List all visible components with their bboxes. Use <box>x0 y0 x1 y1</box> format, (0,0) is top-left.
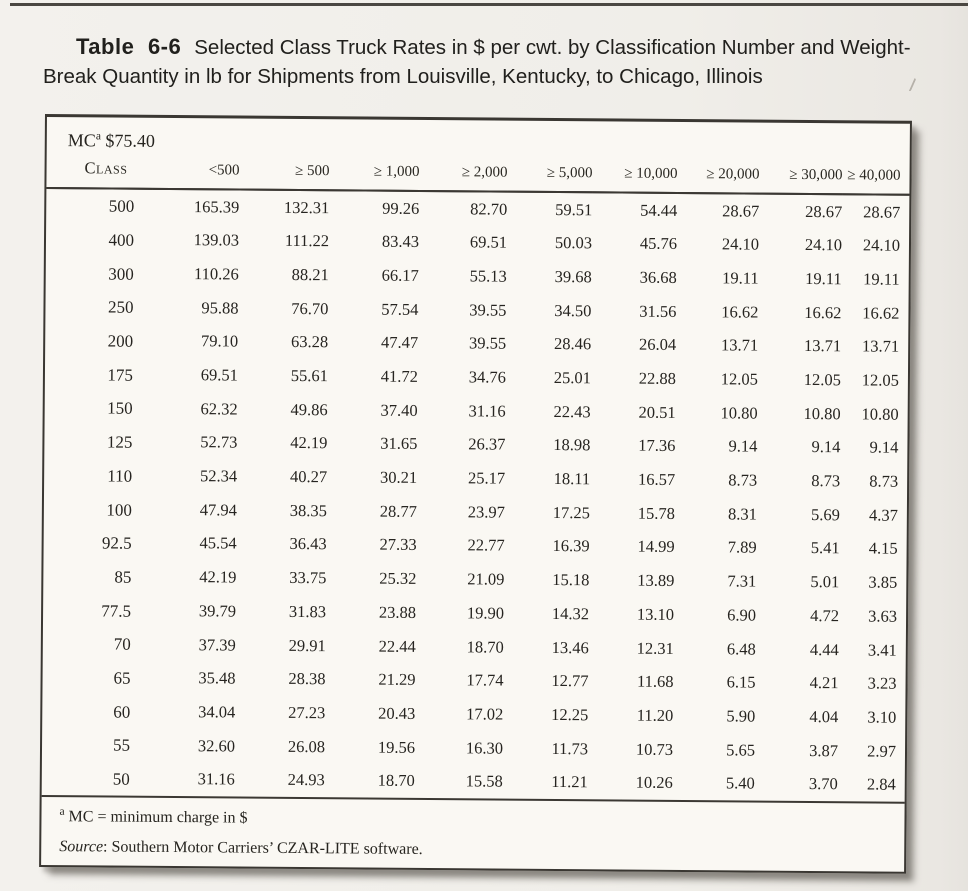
rate-cell: 25.01 <box>553 368 592 388</box>
source-label: Source <box>59 838 104 856</box>
rate-cell: 3.10 <box>867 707 897 727</box>
rate-cell: 12.05 <box>720 369 759 389</box>
rate-cell: 7.89 <box>727 537 757 558</box>
rate-cell: 4.37 <box>868 505 898 525</box>
rate-cell: 47.47 <box>381 332 419 353</box>
rate-cell: 69.51 <box>469 232 508 252</box>
rate-cell: 25.17 <box>467 468 506 488</box>
rate-cell: 28.67 <box>805 201 843 221</box>
rate-cell: 4.72 <box>810 605 840 626</box>
rate-cell: 9.14 <box>869 437 899 458</box>
rate-cell: 13.71 <box>721 335 759 355</box>
class-cell: 65 <box>113 668 131 688</box>
rate-cell: 139.03 <box>193 230 240 250</box>
rate-cell: 24.10 <box>804 235 843 255</box>
class-cell: 55 <box>112 735 131 756</box>
rate-cell: 55.13 <box>469 266 507 286</box>
class-cell: 150 <box>107 398 133 419</box>
weight-break-header: ≥ 40,000 <box>842 157 909 195</box>
rate-cell: 30.21 <box>379 467 418 488</box>
rate-cell: 37.39 <box>198 634 236 655</box>
rate-cell: 24.10 <box>721 234 760 254</box>
rate-cell: 34.50 <box>554 300 592 320</box>
rate-cell: 57.54 <box>381 299 419 319</box>
rate-cell: 16.57 <box>637 469 676 490</box>
rate-cell: 95.88 <box>201 297 239 318</box>
rate-cell: 23.97 <box>467 502 505 522</box>
rate-cell: 25.32 <box>379 568 417 589</box>
rate-cell: 13.89 <box>637 570 675 591</box>
rate-cell: 20.51 <box>638 402 676 422</box>
rate-cell: 41.72 <box>380 366 419 386</box>
rate-cell: 11.21 <box>551 772 588 792</box>
rate-cell: 15.58 <box>465 771 503 791</box>
rate-cell: 13.10 <box>636 604 675 624</box>
rate-cell: 17.02 <box>466 704 504 724</box>
rate-cell: 165.39 <box>193 196 240 217</box>
rate-cell: 2.97 <box>867 741 897 761</box>
rate-cell: 18.11 <box>553 469 591 489</box>
page-top-rule <box>10 3 968 6</box>
rate-cell: 10.26 <box>635 772 673 793</box>
rate-cell: 17.25 <box>552 502 590 523</box>
class-cell: 100 <box>106 500 132 520</box>
source-text: : Southern Motor Carriers’ CZAR-LITE software. <box>103 838 423 859</box>
rate-cell: 24.93 <box>287 770 325 790</box>
rate-cell: 10.73 <box>635 739 674 759</box>
rate-cell: 3.87 <box>809 740 839 760</box>
weight-break-header: ≥ 2,000 <box>419 154 507 192</box>
rate-cell: 5.41 <box>810 538 840 558</box>
mc-value: $75.40 <box>105 130 155 151</box>
rate-cell: 18.70 <box>377 770 415 791</box>
rate-cell: 111.22 <box>284 231 330 251</box>
rate-cell: 38.35 <box>289 500 327 521</box>
rate-cell: 19.56 <box>377 737 416 757</box>
class-cell: 50 <box>112 769 130 789</box>
rate-cell: 36.43 <box>289 534 327 554</box>
rate-cell: 17.74 <box>466 670 504 690</box>
rate-cell: 36.68 <box>639 267 677 287</box>
rate-cell: 12.77 <box>551 671 589 691</box>
rate-cell: 8.73 <box>728 470 758 490</box>
rate-cell: 18.70 <box>466 636 504 657</box>
rate-cell: 27.23 <box>288 702 326 723</box>
rate-cell: 16.39 <box>552 536 590 556</box>
table-number-label: Table 6-6 <box>76 34 182 59</box>
rate-cell: 10.80 <box>803 403 841 423</box>
rate-cell: 55.61 <box>290 365 329 386</box>
source-note <box>59 838 904 865</box>
rate-cell: 15.18 <box>552 570 590 590</box>
class-cell: 70 <box>113 634 131 654</box>
rate-cell: 8.73 <box>869 471 899 491</box>
rate-cell: 33.75 <box>289 568 327 588</box>
rate-cell: 12.05 <box>803 369 842 390</box>
rate-cell: 26.04 <box>639 335 677 355</box>
rate-cell: 11.68 <box>636 671 674 692</box>
weight-break-header: ≥ 10,000 <box>592 155 677 193</box>
rate-cell: 9.14 <box>728 436 758 457</box>
rate-cell: 4.44 <box>809 639 839 659</box>
rate-cell: 21.09 <box>467 569 505 589</box>
rate-cell: 62.32 <box>200 398 238 419</box>
rate-cell: 19.11 <box>722 268 759 288</box>
weight-break-header: ≥ 5,000 <box>507 155 592 193</box>
rate-cell: 5.40 <box>725 773 755 793</box>
rate-cell: 52.73 <box>200 432 238 452</box>
rate-cell: 52.34 <box>199 466 238 486</box>
rate-cell: 10.80 <box>861 404 899 424</box>
rate-cell: 6.48 <box>726 638 756 659</box>
rate-cell: 22.43 <box>553 401 591 422</box>
rate-cell: 42.19 <box>290 433 328 453</box>
rate-cell: 59.51 <box>555 199 593 219</box>
weight-break-header: ≥ 500 <box>239 153 329 191</box>
class-column-header: Class <box>46 151 152 189</box>
rate-cell: 12.25 <box>551 704 589 725</box>
rate-cell: 39.55 <box>469 299 507 320</box>
rate-cell: 19.11 <box>863 269 900 289</box>
rate-cell: 21.29 <box>378 669 416 690</box>
rate-cell: 28.77 <box>379 501 417 521</box>
rate-cell: 28.46 <box>554 334 592 354</box>
rate-cell: 32.60 <box>197 735 236 756</box>
rate-cell: 8.31 <box>727 504 757 524</box>
class-rates-table <box>42 151 910 802</box>
rate-cell: 6.15 <box>726 672 756 692</box>
rates-table-box <box>39 114 912 874</box>
rate-cell: 9.14 <box>811 437 841 457</box>
rate-cell: 31.16 <box>468 401 506 421</box>
rate-cell: 26.37 <box>468 434 506 455</box>
rate-cell: 6.90 <box>727 605 757 625</box>
class-cell: 500 <box>108 196 135 217</box>
rate-cell: 5.90 <box>726 706 756 726</box>
rate-cell: 23.88 <box>378 602 417 622</box>
class-cell: 110 <box>107 466 133 486</box>
weight-break-header: ≥ 1,000 <box>329 153 419 191</box>
weight-break-header: ≥ 20,000 <box>677 156 759 194</box>
rate-cell: 27.33 <box>379 535 417 555</box>
rate-cell: 110.26 <box>193 264 239 284</box>
rate-cell: 3.41 <box>867 640 897 660</box>
rate-cell: 31.16 <box>197 769 235 789</box>
rate-cell: 76.70 <box>291 298 329 318</box>
rate-cell: 19.11 <box>805 268 842 289</box>
rate-cell: 22.44 <box>378 636 416 656</box>
rate-cell: 5.65 <box>726 739 756 760</box>
rate-cell: 16.62 <box>862 303 900 323</box>
mc-footnote-marker: a <box>95 130 101 143</box>
rate-cell: 12.31 <box>636 638 674 658</box>
rate-cell: 22.88 <box>638 368 677 388</box>
rate-cell: 37.40 <box>380 400 418 420</box>
rate-cell: 3.23 <box>867 673 897 693</box>
rate-cell: 31.65 <box>380 434 418 454</box>
class-cell: 250 <box>107 297 134 318</box>
table-title-text: Selected Class Truck Rates in $ per cwt. by Classification Number and Weight-Break Quantity in lb for Shipments from Louisville, Kentucky, to Chicago, Illinois <box>43 36 911 88</box>
rate-cell: 49.86 <box>290 399 328 419</box>
mc-footnote <box>59 808 904 835</box>
rate-cell: 19.90 <box>466 603 505 623</box>
table-caption <box>43 33 946 91</box>
rate-cell: 3.63 <box>868 606 898 626</box>
rate-cell: 13.46 <box>551 637 589 657</box>
mc-label: MC <box>67 130 96 151</box>
rate-cell: 132.31 <box>283 197 330 217</box>
rate-cell: 14.99 <box>637 537 675 557</box>
rate-cell: 7.31 <box>727 571 757 591</box>
rate-cell: 16.62 <box>804 302 842 322</box>
rate-cell: 54.44 <box>640 200 678 220</box>
rate-cell: 28.38 <box>288 669 326 689</box>
rate-cell: 2.84 <box>866 774 896 794</box>
rate-cell: 31.56 <box>639 301 677 321</box>
table-body <box>42 188 910 802</box>
rate-cell: 40.27 <box>289 467 328 487</box>
rate-cell: 39.79 <box>198 601 237 621</box>
rate-cell: 66.17 <box>381 265 419 285</box>
rate-cell: 42.19 <box>199 567 237 587</box>
rate-cell: 39.55 <box>469 333 507 353</box>
rate-cell: 82.70 <box>470 198 508 219</box>
class-cell: 400 <box>108 230 135 250</box>
rate-cell: 13.71 <box>804 336 842 356</box>
rate-cell: 13.71 <box>862 336 900 357</box>
rate-cell: 16.62 <box>721 301 759 322</box>
class-cell: 125 <box>106 432 133 452</box>
rate-cell: 18.98 <box>553 435 591 455</box>
rate-cell: 63.28 <box>291 332 329 352</box>
class-cell: 85 <box>114 567 132 587</box>
rate-cell: 47.94 <box>199 500 237 520</box>
rate-cell: 3.85 <box>868 572 898 592</box>
class-cell: 60 <box>113 702 131 722</box>
rate-cell: 5.01 <box>810 572 840 592</box>
rate-cell: 16.30 <box>465 737 504 758</box>
rate-cell: 11.73 <box>551 738 589 758</box>
rate-cell: 4.21 <box>809 673 839 693</box>
rate-cell: 26.08 <box>287 736 326 756</box>
rate-cell: 99.26 <box>382 198 420 218</box>
rate-cell: 34.76 <box>468 367 507 387</box>
rate-cell: 17.36 <box>638 436 676 456</box>
rate-cell: 34.04 <box>198 702 236 722</box>
rate-cell: 45.54 <box>199 533 237 553</box>
footnote-marker: a <box>59 806 65 819</box>
rate-cell: 39.68 <box>554 266 592 287</box>
weight-break-header: ≥ 30,000 <box>759 157 842 195</box>
footnote-text: MC = minimum charge in $ <box>68 808 248 827</box>
footnotes <box>41 795 904 864</box>
rate-cell: 11.20 <box>636 705 674 725</box>
rate-cell: 45.76 <box>639 233 678 254</box>
rate-cell: 3.70 <box>808 774 838 794</box>
rate-cell: 28.67 <box>863 202 901 222</box>
rate-cell: 20.43 <box>378 703 416 723</box>
class-cell: 300 <box>108 264 134 284</box>
weight-break-header: <500 <box>152 152 239 190</box>
rate-cell: 83.43 <box>381 231 420 252</box>
rate-cell: 22.77 <box>467 535 505 556</box>
rate-cell: 4.04 <box>809 706 839 727</box>
rate-cell: 79.10 <box>201 331 239 351</box>
rate-cell: 10.80 <box>720 403 758 423</box>
class-cell: 92.5 <box>101 533 132 553</box>
rate-cell: 24.10 <box>862 235 901 256</box>
class-cell: 200 <box>107 331 134 351</box>
rate-cell: 5.69 <box>810 504 840 525</box>
rate-cell: 12.05 <box>861 370 900 390</box>
rate-cell: 35.48 <box>198 668 236 688</box>
rate-cell: 69.51 <box>200 365 239 385</box>
rate-cell: 14.32 <box>551 603 590 624</box>
rate-cell: 88.21 <box>291 264 329 285</box>
rate-cell: 15.78 <box>637 503 675 523</box>
rate-cell: 29.91 <box>288 635 326 655</box>
rate-cell: 31.83 <box>288 601 327 622</box>
rate-cell: 8.73 <box>811 471 841 491</box>
rate-cell: 28.67 <box>722 200 760 221</box>
rate-cell: 4.15 <box>868 538 898 559</box>
rate-cell: 50.03 <box>554 233 593 253</box>
class-cell: 175 <box>107 365 134 385</box>
class-cell: 77.5 <box>101 601 132 621</box>
